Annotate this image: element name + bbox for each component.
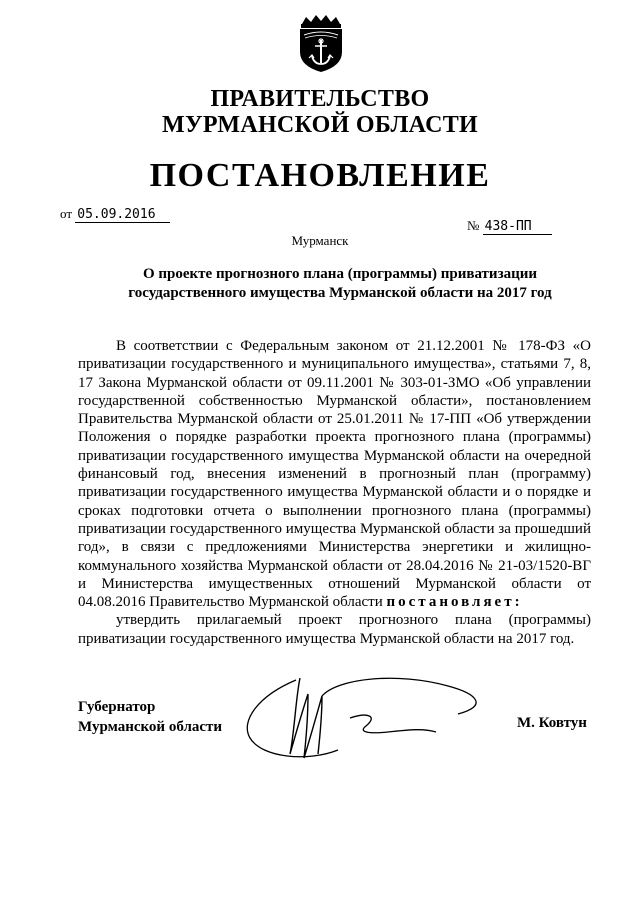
document-body [78, 337, 591, 648]
document-type-title: ПОСТАНОВЛЕНИЕ [149, 157, 491, 194]
date-field [60, 206, 170, 222]
number-value: 438-ПП [483, 219, 552, 235]
subject-line2: государственного имущества Мурманской области на 2017 год [128, 285, 552, 301]
signatory-title-line1: Губернатор [78, 699, 156, 715]
document-subject [60, 265, 620, 303]
government-title-line2: МУРМАНСКОЙ ОБЛАСТИ [162, 112, 478, 138]
subject-line1: О проекте прогнозного плана (программы) приватизации [142, 266, 538, 282]
body-paragraph-1 [78, 337, 591, 611]
decree-word: постановляет: [386, 594, 523, 611]
signatory-title-line2: Мурманской области [78, 719, 223, 735]
date-prefix: от [60, 206, 73, 221]
signatory-title [78, 697, 222, 737]
signatory-name: М. Ковтун [517, 715, 587, 731]
number-field [467, 218, 552, 234]
body-paragraph-1-text: В соответствии с Федеральным законом от 21.12.2001 № 178-ФЗ «О приватизации государственного и муниципального имущества», статьями 7, 8, 17 Закона Мурманской области от 09.11.2001 № 303-01-ЗМО «Об управлении государственной собственностью Мурманской области», постановлением Правительства Мурманской области от 25.01.2011 № 17-ПП «Об утверждении Положения о порядке разработки проекта прогнозного плана (программы) приватизации государственного имущества Мурманской области на очередной финансовый год, внесения изменений в прогнозный план (программу) приватизации государственного имущества Мурманской области и о порядке и сроках подготовки отчета о выполнении прогнозного плана (программы) приватизации государственного имущества Мурманской области за прошедший год», в связи с предложениями Министерства энергетики и жилищно-коммунального хозяйства Мурманской области от 28.04.2016 № 21-03/1520-ВГ и Министерства имущественных отношений Мурманской области от 04.08.2016 Правительство Мурманской области [78, 338, 591, 611]
government-title-line1: ПРАВИТЕЛЬСТВО [210, 86, 430, 112]
city-name: Мурманск [291, 233, 349, 248]
number-prefix: № [467, 218, 480, 233]
handwritten-signature [238, 666, 518, 776]
body-paragraph-2: утвердить прилагаемый проект прогнозного плана (программы) приватизации государственного имущества Мурманской области на 2017 год. [78, 612, 591, 647]
coat-of-arms-icon [288, 14, 354, 74]
date-value: 05.09.2016 [75, 207, 169, 223]
